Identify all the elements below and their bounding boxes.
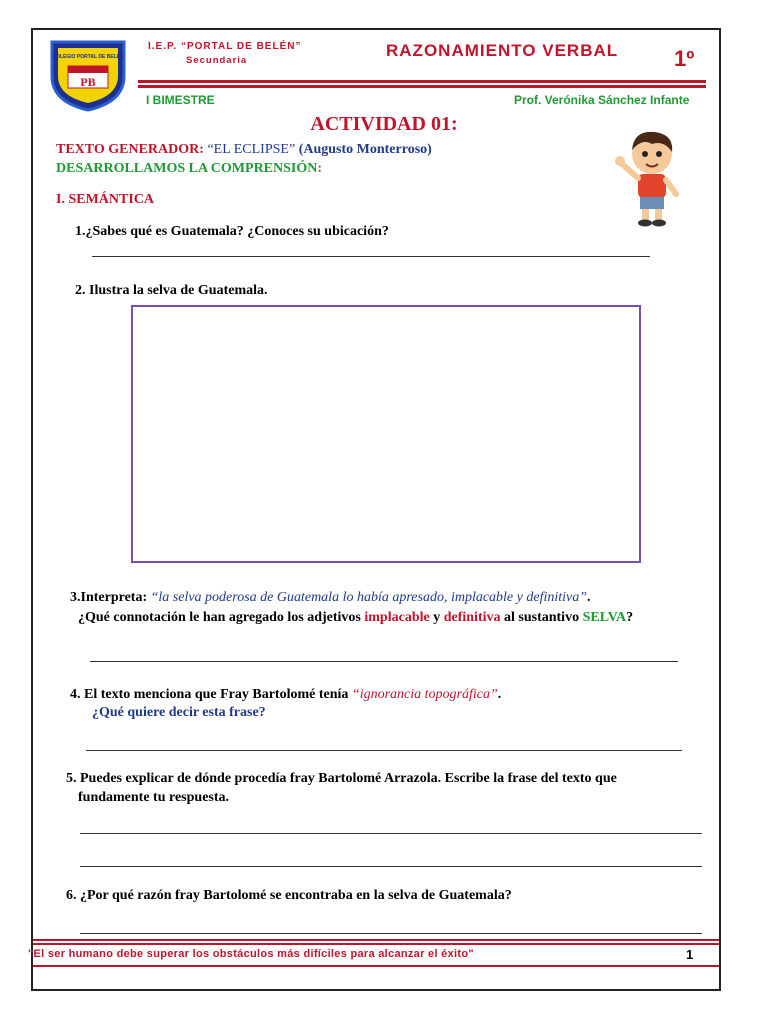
grade-label: 1º [674, 46, 695, 71]
question-3-dot: . [587, 590, 591, 605]
question-4-dot: . [497, 687, 502, 702]
question-4 [70, 687, 501, 703]
answer-line-4[interactable] [86, 750, 682, 751]
school-level: Secundaria [186, 55, 248, 66]
school-crest-logo [46, 36, 130, 112]
generator-author: (Augusto Monterroso) [298, 142, 432, 157]
question-5-line-2: fundamente tu respuesta. [78, 790, 230, 805]
question-3-prompt [78, 610, 633, 626]
question-3-label: 3.Interpreta: [70, 590, 148, 605]
period-label: I BIMESTRE [146, 93, 215, 107]
generator-title: “EL ECLIPSE” [207, 142, 296, 157]
logo-letters: PB [80, 75, 96, 89]
question-3-quote: “la selva poderosa de Guatemala lo había apresado, implacable y definitiva” [150, 590, 588, 605]
footer-rule-bottom [33, 965, 719, 967]
word-selva: SELVA [582, 610, 627, 625]
teacher-name: Prof. Verónika Sánchez Infante [514, 93, 690, 107]
answer-line-5a[interactable] [80, 833, 702, 834]
question-4-quote: “ignorancia topográfica” [351, 687, 498, 702]
answer-line-5b[interactable] [80, 866, 702, 867]
question-4-prompt: ¿Qué quiere decir esta frase? [92, 705, 266, 720]
answer-line-1[interactable] [92, 256, 650, 257]
answer-line-6[interactable] [80, 933, 702, 934]
generator-line [56, 142, 432, 158]
footer-motto: "El ser humano debe superar los obstáculos más difíciles para alcanzar el éxito" [28, 948, 474, 960]
answer-line-3[interactable] [90, 661, 678, 662]
logo-caption: COLEGIO PORTAL DE BELÉN [52, 54, 124, 60]
header-rule-bottom [138, 85, 706, 88]
footer-rule-mid [33, 943, 719, 945]
word-implacable: implacable [364, 610, 430, 625]
question-5-line-1: 5. Puedes explicar de dónde procedía fray Bartolomé Arrazola. Escribe la frase del texto que [66, 771, 617, 786]
question-4-text: 4. El texto menciona que Fray Bartolomé tenía [70, 687, 349, 702]
word-and: y [433, 610, 441, 625]
activity-title: ACTIVIDAD 01: [310, 113, 458, 135]
illustration-box[interactable] [131, 305, 641, 563]
generator-label: TEXTO GENERADOR: [56, 142, 204, 157]
activity-subtitle: DESARROLLAMOS LA COMPRENSIÓN: [56, 161, 323, 176]
course-title: RAZONAMIENTO VERBAL [386, 41, 619, 60]
question-1: 1.¿Sabes qué es Guatemala? ¿Conoces su ubicación? [75, 224, 389, 239]
school-name: I.E.P. “PORTAL DE BELÉN” [148, 41, 302, 52]
question-3-qmark: ? [626, 610, 634, 625]
word-definitiva: definitiva [443, 610, 501, 625]
question-3-prompt-a: ¿Qué connotación le han agregado los adjetivos [78, 610, 361, 625]
question-3-prompt-b: al sustantivo [504, 610, 580, 625]
question-2: 2. Ilustra la selva de Guatemala. [75, 283, 268, 298]
header-rule-top [138, 80, 706, 83]
page-number: 1 [686, 947, 694, 962]
section-title: I. SEMÁNTICA [56, 192, 155, 207]
question-3 [70, 590, 591, 606]
cartoon-boy-illustration [604, 128, 688, 228]
question-6: 6. ¿Por qué razón fray Bartolomé se encontraba en la selva de Guatemala? [66, 888, 512, 903]
footer-rule-top [33, 939, 719, 941]
